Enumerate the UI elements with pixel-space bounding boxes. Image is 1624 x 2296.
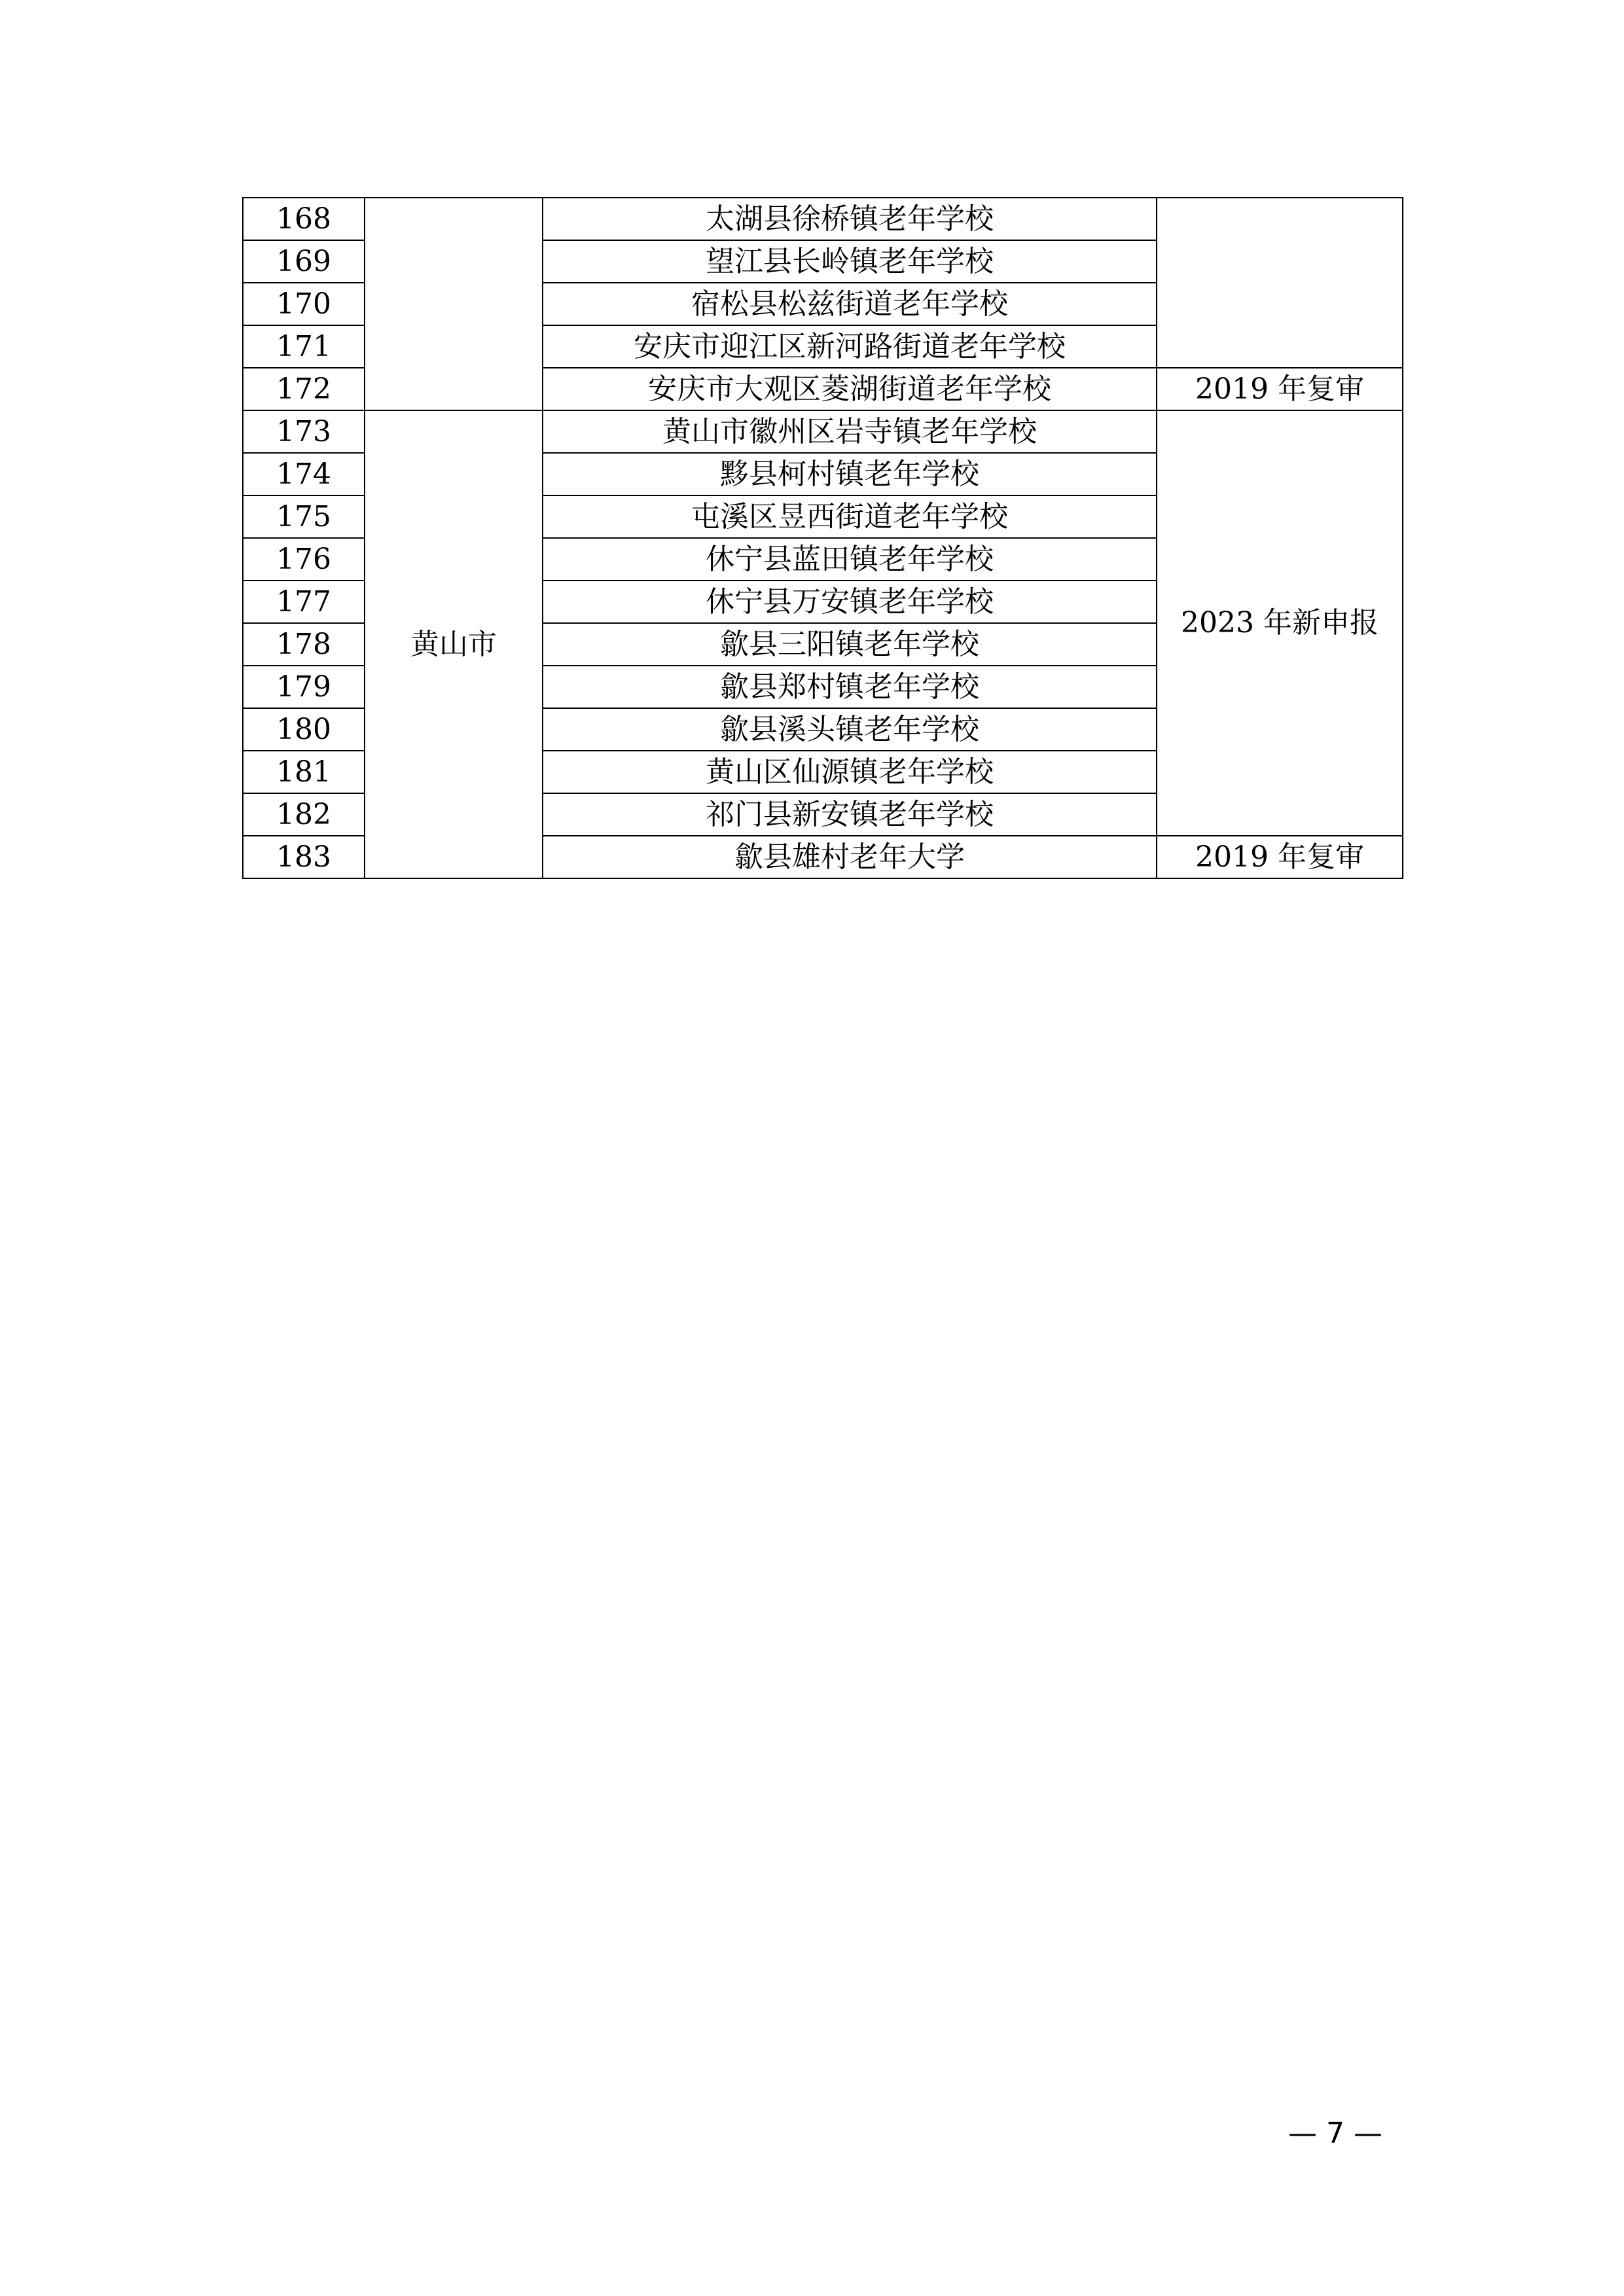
city-cell: 黄山市	[365, 410, 543, 878]
school-name-cell: 安庆市迎江区新河路街道老年学校	[543, 325, 1157, 368]
row-number-cell: 178	[243, 623, 365, 666]
status-cell: 2019 年复审	[1157, 368, 1403, 410]
school-name-cell: 祁门县新安镇老年学校	[543, 793, 1157, 836]
row-number-cell: 175	[243, 495, 365, 538]
school-name-cell: 休宁县蓝田镇老年学校	[543, 538, 1157, 581]
row-number-cell: 170	[243, 283, 365, 325]
school-name-cell: 宿松县松兹街道老年学校	[543, 283, 1157, 325]
table-row	[243, 198, 1403, 240]
school-name-cell: 屯溪区昱西街道老年学校	[543, 495, 1157, 538]
row-number-cell: 180	[243, 708, 365, 751]
school-name-cell: 黄山市徽州区岩寺镇老年学校	[543, 410, 1157, 453]
school-list-table	[242, 197, 1403, 879]
school-name-cell: 安庆市大观区菱湖街道老年学校	[543, 368, 1157, 410]
row-number-cell: 183	[243, 836, 365, 878]
page-number: — 7 —	[1288, 2117, 1382, 2150]
status-cell: 2019 年复审	[1157, 836, 1403, 878]
row-number-cell: 179	[243, 666, 365, 708]
status-cell	[1157, 198, 1403, 368]
row-number-cell: 173	[243, 410, 365, 453]
school-name-cell: 休宁县万安镇老年学校	[543, 581, 1157, 623]
school-name-cell: 歙县三阳镇老年学校	[543, 623, 1157, 666]
school-name-cell: 歙县溪头镇老年学校	[543, 708, 1157, 751]
school-name-cell: 望江县长岭镇老年学校	[543, 240, 1157, 283]
row-number-cell: 168	[243, 198, 365, 240]
row-number-cell: 176	[243, 538, 365, 581]
row-number-cell: 182	[243, 793, 365, 836]
table-row	[243, 410, 1403, 453]
row-number-cell: 181	[243, 751, 365, 793]
row-number-cell: 169	[243, 240, 365, 283]
row-number-cell: 172	[243, 368, 365, 410]
row-number-cell: 177	[243, 581, 365, 623]
school-name-cell: 太湖县徐桥镇老年学校	[543, 198, 1157, 240]
row-number-cell: 174	[243, 453, 365, 495]
school-name-cell: 歙县郑村镇老年学校	[543, 666, 1157, 708]
school-name-cell: 歙县雄村老年大学	[543, 836, 1157, 878]
row-number-cell: 171	[243, 325, 365, 368]
school-name-cell: 黟县柯村镇老年学校	[543, 453, 1157, 495]
table-body	[243, 198, 1403, 878]
status-cell: 2023 年新申报	[1157, 410, 1403, 836]
school-name-cell: 黄山区仙源镇老年学校	[543, 751, 1157, 793]
city-cell	[365, 198, 543, 410]
